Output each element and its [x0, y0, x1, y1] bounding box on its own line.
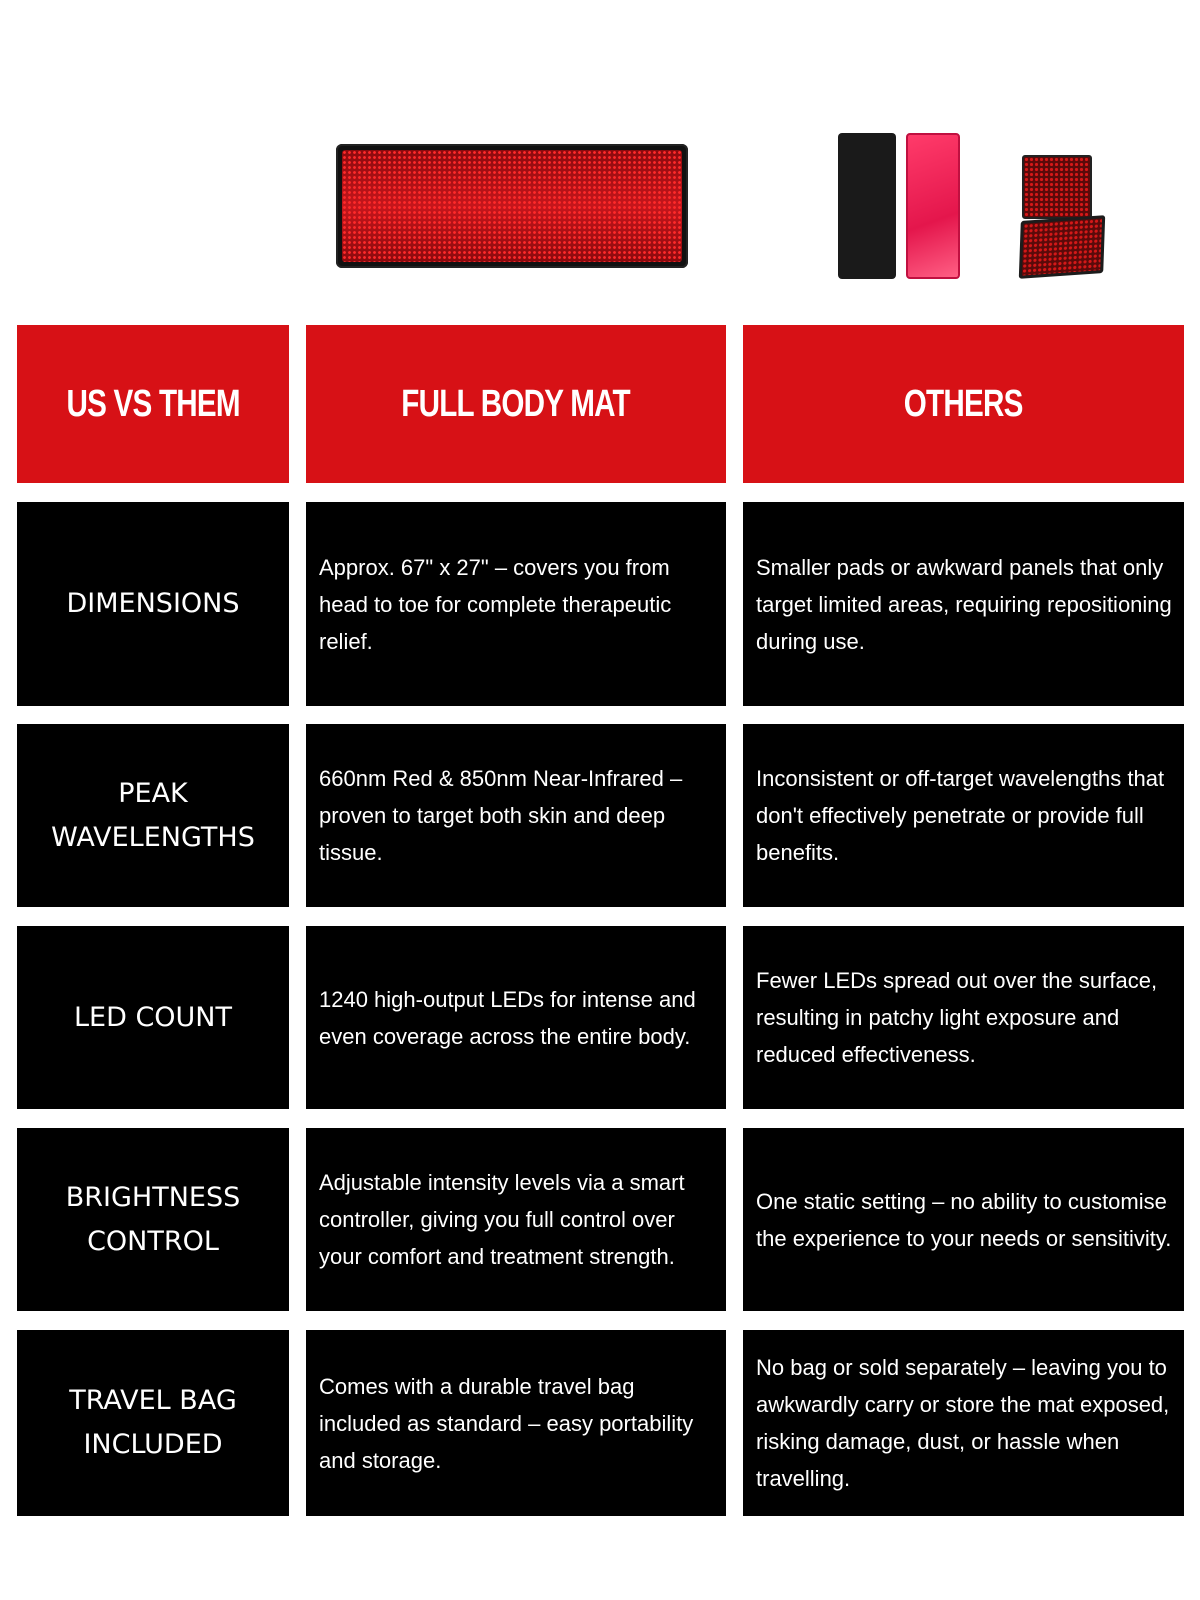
- us-brightness-control: [306, 1128, 726, 1311]
- them-brightness-control: [743, 1128, 1184, 1311]
- us-peak-wavelengths: [306, 724, 726, 907]
- header-label: OTHERS: [904, 382, 1023, 425]
- header-others: [743, 325, 1184, 483]
- others-panel-bottom-image: [1019, 215, 1105, 279]
- others-pink-pad-image: [906, 133, 960, 279]
- header-label: US VS THEM: [66, 382, 240, 425]
- others-black-pad-image: [838, 133, 896, 279]
- them-peak-wavelengths: [743, 724, 1184, 907]
- cell-text: Approx. 67" x 27" – covers you from head to toe for complete therapeutic relief.: [319, 554, 672, 654]
- led-grid: [342, 150, 682, 262]
- row-label-travel-bag: TRAVEL BAG INCLUDED: [17, 1330, 289, 1516]
- header-full-body-mat: [306, 325, 726, 483]
- cell-text: Adjustable intensity levels via a smart controller, giving you full control over your comfort and treatment strength.: [319, 1170, 685, 1269]
- cell-text: No bag or sold separately – leaving you to awkwardly carry or store the mat exposed, risking damage, dust, or hassle when travelling.: [756, 1355, 1170, 1491]
- cell-text: 1240 high-output LEDs for intense and even coverage across the entire body.: [319, 986, 696, 1049]
- cell-text: Fewer LEDs spread out over the surface, resulting in patchy light exposure and reduced effectiveness.: [756, 968, 1158, 1067]
- us-led-count: [306, 926, 726, 1109]
- them-travel-bag: [743, 1330, 1184, 1516]
- cell-text: Smaller pads or awkward panels that only target limited areas, requiring repositioning during use.: [756, 554, 1172, 654]
- row-label-dimensions: DIMENSIONS: [17, 502, 289, 706]
- cell-text: One static setting – no ability to customise the experience to your needs or sensitivity.: [756, 1188, 1172, 1251]
- full-body-mat-image: [336, 144, 688, 268]
- cell-text: Inconsistent or off-target wavelengths that don't effectively penetrate or provide full benefits.: [756, 766, 1165, 865]
- row-label-brightness-control: BRIGHTNESS CONTROL: [17, 1128, 289, 1311]
- us-travel-bag: [306, 1330, 726, 1516]
- header-label: FULL BODY MAT: [401, 382, 631, 425]
- row-label-led-count: LED COUNT: [17, 926, 289, 1109]
- others-panel-top-image: [1022, 155, 1092, 219]
- row-label-peak-wavelengths: PEAK WAVELENGTHS: [17, 724, 289, 907]
- them-led-count: [743, 926, 1184, 1109]
- cell-text: Comes with a durable travel bag included as standard – easy portability and storage.: [319, 1373, 694, 1473]
- header-us-vs-them: [17, 325, 289, 483]
- cell-text: 660nm Red & 850nm Near-Infrared – proven to target both skin and deep tissue.: [319, 766, 683, 865]
- them-dimensions: [743, 502, 1184, 706]
- us-dimensions: [306, 502, 726, 706]
